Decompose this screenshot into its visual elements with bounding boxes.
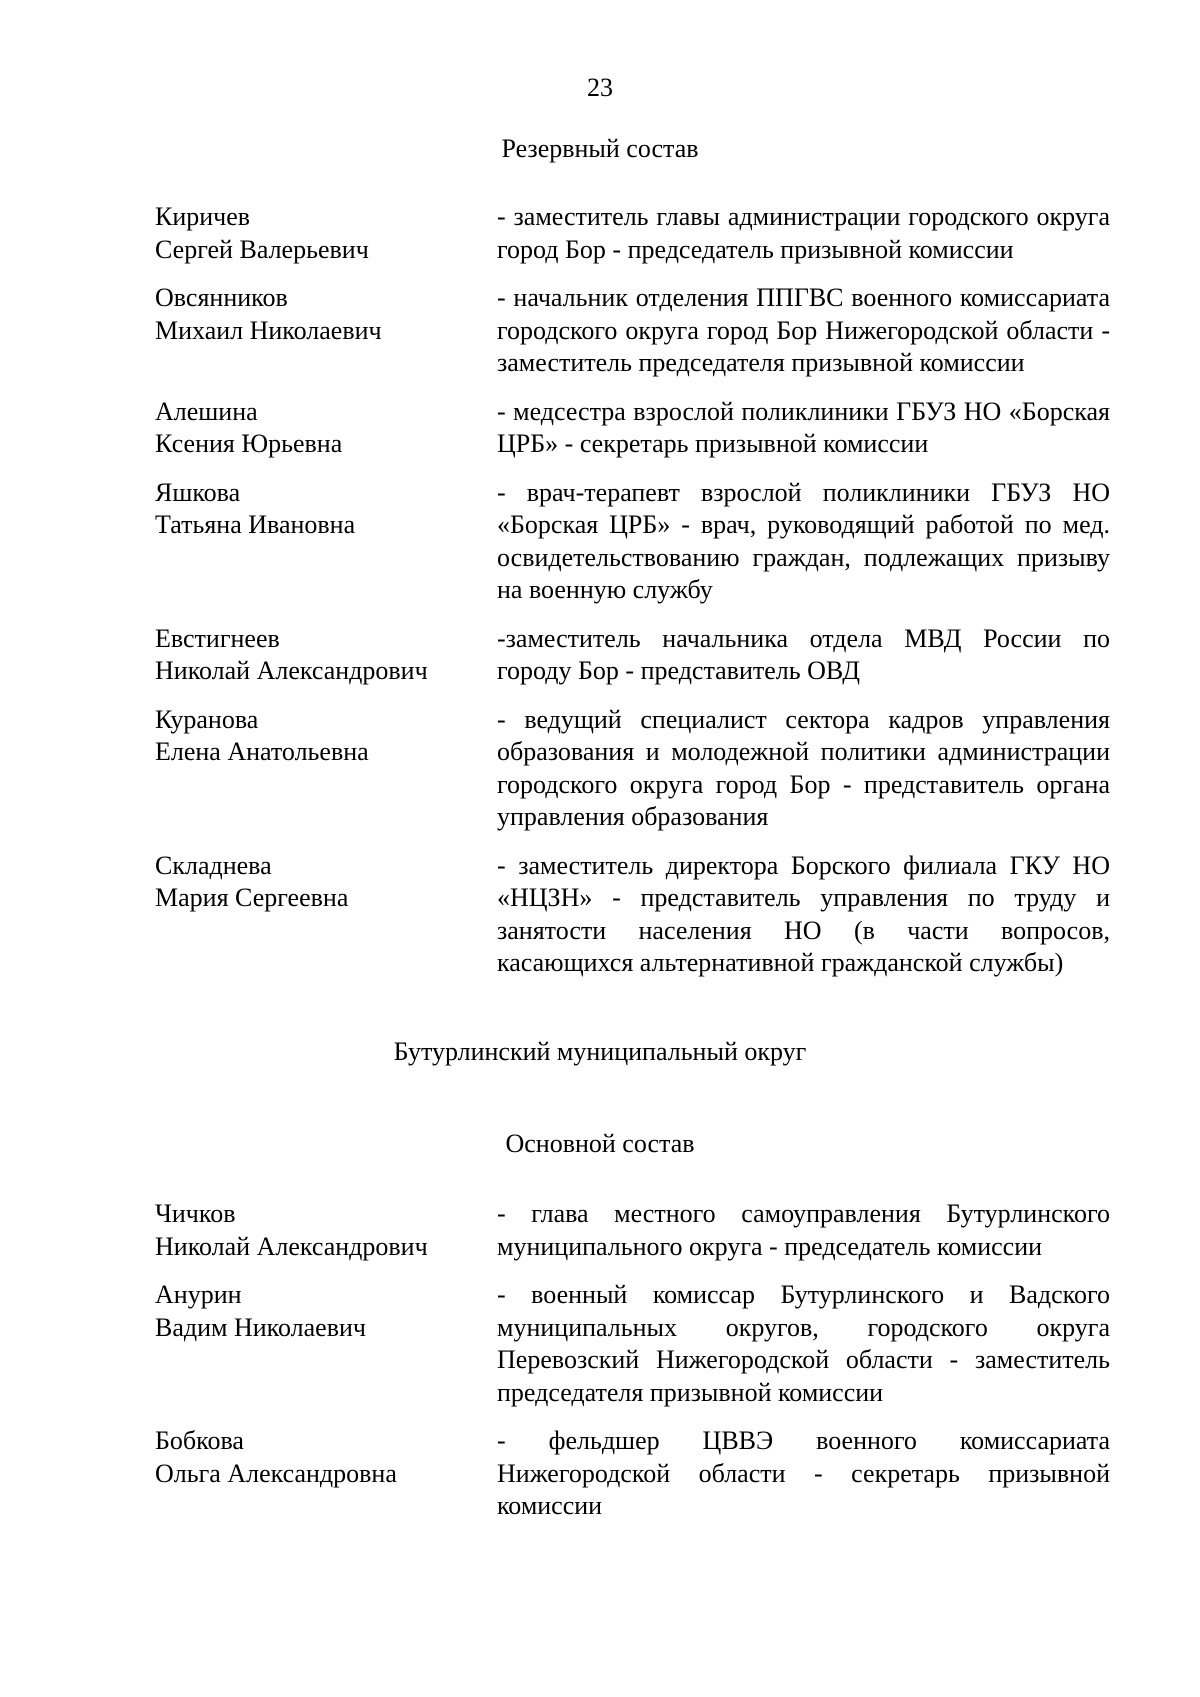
member-row <box>155 477 1110 607</box>
member-role: - врач-терапевт взрослой поликлиники ГБУЗ НО «Борская ЦРБ» - врач, руководящий работой по мед. освидетельствованию граждан, подлежащих призыву на военную службу <box>497 477 1110 604</box>
member-surname: Евстигнеев <box>155 623 280 653</box>
member-row <box>155 850 1110 980</box>
member-row <box>155 396 1110 461</box>
section-heading-main: Основной состав <box>505 1129 695 1158</box>
member-role: - медсестра взрослой поликлиники ГБУЗ НО «Борская ЦРБ» - секретарь призывной комиссии <box>497 396 1110 458</box>
member-name <box>155 477 497 607</box>
page-number: 23 <box>587 73 613 102</box>
member-given-names: Николай Александрович <box>155 1231 428 1261</box>
member-given-names: Татьяна Ивановна <box>155 510 356 539</box>
main-members-list <box>155 1198 1110 1539</box>
member-name <box>155 1425 497 1523</box>
member-given-names: Елена Анатольевна <box>155 737 369 766</box>
member-row <box>155 1198 1110 1263</box>
member-name <box>155 850 497 980</box>
member-given-names: Сергей Валерьевич <box>155 234 369 264</box>
member-given-names: Ксения Юрьевна <box>155 429 343 458</box>
member-given-names: Вадим Николаевич <box>155 1312 366 1342</box>
member-role: - фельдшер ЦВВЭ военного комиссариата Нижегородской области - секретарь призывной комиссии <box>497 1426 1110 1520</box>
member-name <box>155 623 497 688</box>
member-given-names: Ольга Александровна <box>155 1458 397 1488</box>
member-role: - начальник отделения ППГВС военного комиссариата городского округа город Бор Нижегородской области - заместитель председателя призывной комиссии <box>497 283 1110 377</box>
member-role: - заместитель директора Борского филиала ГКУ НО «НЦЗН» - представитель управления по труду и занятости населения НО (в части вопросов, касающихся альтернативной гражданской службы) <box>497 850 1110 977</box>
reserve-members-list <box>155 201 1110 996</box>
member-name <box>155 1198 497 1263</box>
member-name <box>155 396 497 461</box>
district-heading: Бутурлинский муниципальный округ <box>393 1037 807 1066</box>
member-surname: Бобкова <box>155 1426 244 1455</box>
member-given-names: Михаил Николаевич <box>155 315 382 345</box>
member-row <box>155 704 1110 834</box>
member-name <box>155 704 497 834</box>
member-row <box>155 623 1110 688</box>
member-given-names: Мария Сергеевна <box>155 883 349 912</box>
member-surname: Куранова <box>155 704 259 734</box>
member-row <box>155 201 1110 266</box>
member-role: - глава местного самоуправления Бутурлинского муниципального округа - председатель комиссии <box>497 1199 1110 1261</box>
member-role: - военный комиссар Бутурлинского и Вадского муниципальных округов, городского округа Перевозский Нижегородской области - заместитель председателя призывной комиссии <box>497 1280 1110 1407</box>
member-row <box>155 1279 1110 1409</box>
member-row <box>155 282 1110 380</box>
member-surname: Алешина <box>155 396 258 426</box>
member-surname: Складнева <box>155 850 272 880</box>
section-heading-reserve: Резервный состав <box>501 134 699 163</box>
member-name <box>155 1279 497 1409</box>
member-row <box>155 1425 1110 1523</box>
member-surname: Чичков <box>155 1199 236 1228</box>
member-role: - заместитель главы администрации городского округа город Бор - председатель призывной комиссии <box>497 202 1110 264</box>
member-surname: Анурин <box>155 1280 242 1309</box>
member-given-names: Николай Александрович <box>155 656 428 685</box>
member-surname: Яшкова <box>155 477 241 507</box>
member-name <box>155 282 497 380</box>
member-name <box>155 201 497 266</box>
member-surname: Киричев <box>155 202 251 231</box>
member-surname: Овсянников <box>155 283 288 312</box>
member-role: - ведущий специалист сектора кадров управления образования и молодежной политики администрации городского округа город Бор - представитель органа управления образования <box>497 704 1110 831</box>
member-role: -заместитель начальника отдела МВД России по городу Бор - представитель ОВД <box>497 623 1110 685</box>
